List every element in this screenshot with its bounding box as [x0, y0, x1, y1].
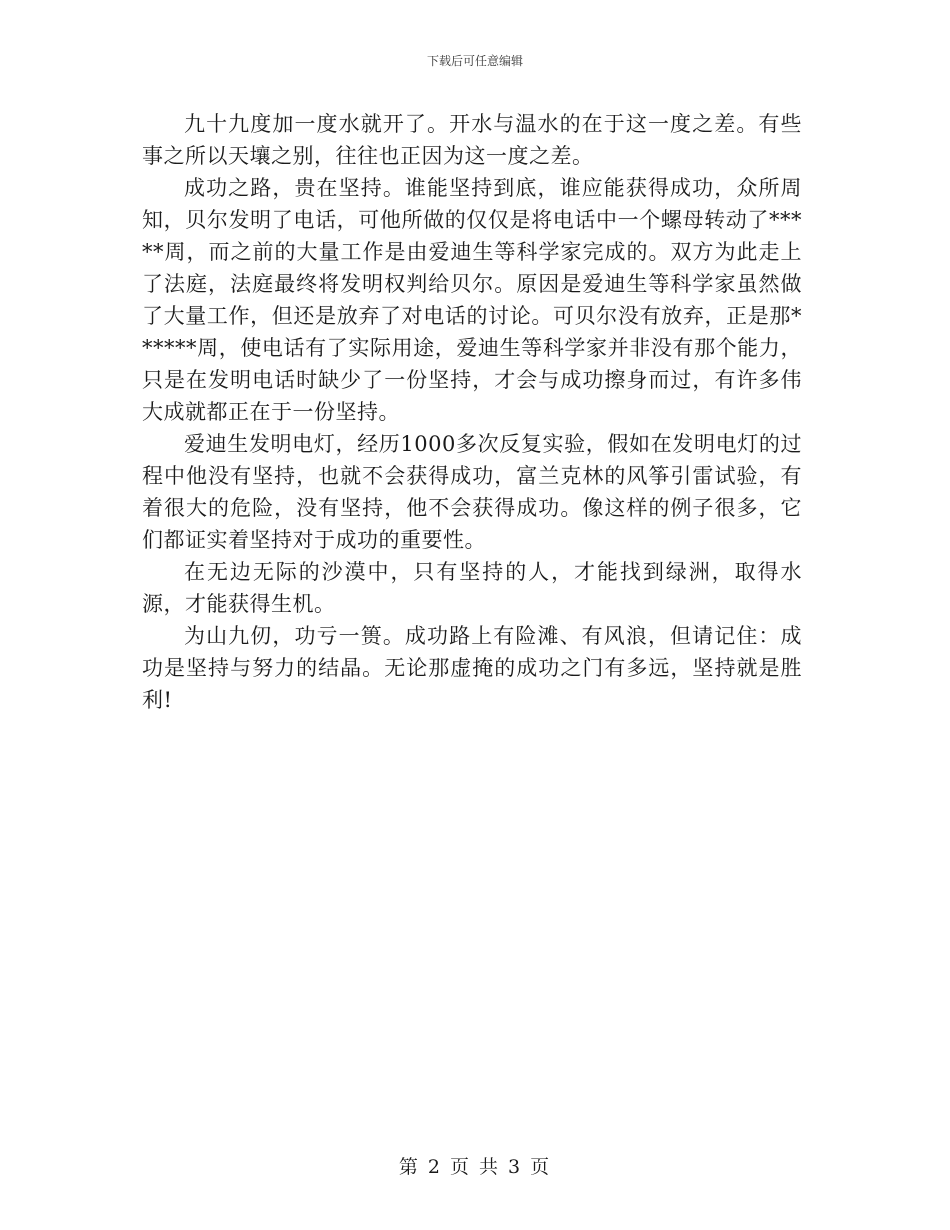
page-header: 下载后可任意编辑 — [426, 54, 523, 68]
page-number-footer: 第 2 页 共 3 页 — [398, 1156, 552, 1178]
document-body — [142, 108, 802, 716]
paragraph-1: 九十九度加一度水就开了。开水与温水的在于这一度之差。有些事之所以天壤之别，往往也正因为这一度之差。 — [142, 112, 802, 168]
paragraph-5: 为山九仞，功亏一篑。成功路上有险滩、有风浪，但请记住：成功是坚持与努力的结晶。无论那虚掩的成功之门有多远，坚持就是胜利! — [142, 624, 802, 712]
paragraph-3: 爱迪生发明电灯，经历1000多次反复实验，假如在发明电灯的过程中他没有坚持，也就不会获得成功，富兰克林的风筝引雷试验，有着很大的危险，没有坚持，他不会获得成功。像这样的例子很多，它们都证实着坚持对于成功的重要性。 — [142, 432, 802, 552]
paragraph-2: 成功之路，贵在坚持。谁能坚持到底，谁应能获得成功，众所周知，贝尔发明了电话，可他所做的仅仅是将电话中一个螺母转动了*****周，而之前的大量工作是由爱迪生等科学家完成的。双方为此走上了法庭，法庭最终将发明权判给贝尔。原因是爱迪生等科学家虽然做了大量工作，但还是放弃了对电话的讨论。可贝尔没有放弃，正是那******周，使电话有了实际用途，爱迪生等科学家并非没有那个能力，只是在发明电话时缺少了一份坚持，才会与成功擦身而过，有许多伟大成就都正在于一份坚持。 — [142, 176, 802, 424]
paragraph-4: 在无边无际的沙漠中，只有坚持的人，才能找到绿洲，取得水源，才能获得生机。 — [142, 560, 802, 616]
